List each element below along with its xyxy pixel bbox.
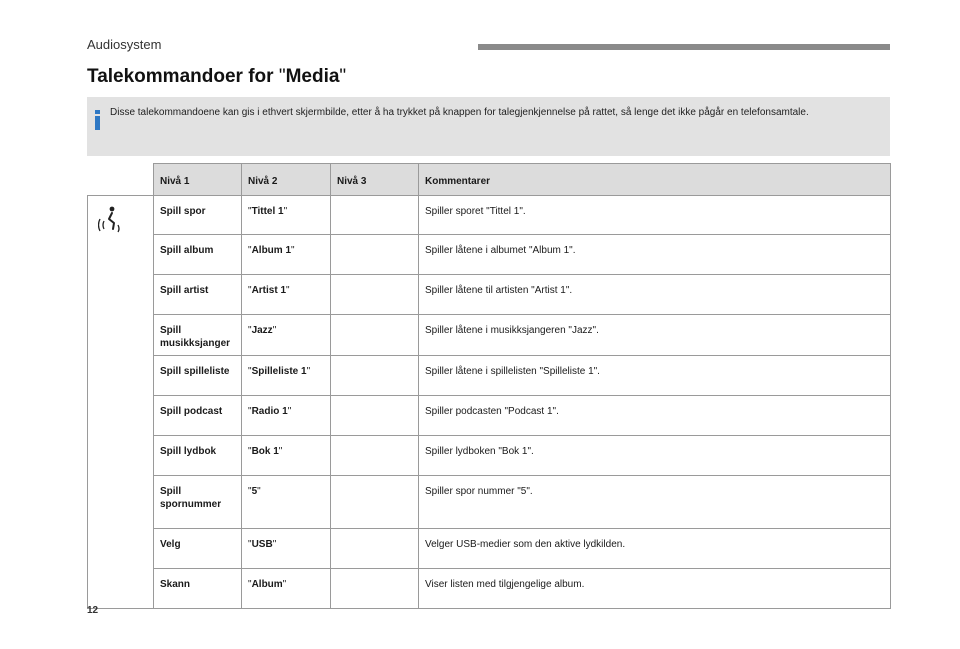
title-quote-open: " <box>278 66 286 87</box>
cell-comment: Spiller låtene i spillelisten "Spilleliste 1". <box>419 356 891 396</box>
header-level-3: Nivå 3 <box>331 164 419 196</box>
cell-level-3 <box>331 476 419 529</box>
voice-command-icon-cell <box>88 196 154 609</box>
voice-command-icon <box>98 205 124 235</box>
cell-comment: Spiller spor nummer "5". <box>419 476 891 529</box>
level-2-value: Tittel 1 <box>251 206 284 217</box>
cell-level-1: Spill lydbok <box>154 436 242 476</box>
cell-level-3 <box>331 356 419 396</box>
level-2-value: Album 1 <box>251 245 292 256</box>
cell-level-2: "USB" <box>242 529 331 569</box>
cell-comment: Spiller podcasten "Podcast 1". <box>419 396 891 436</box>
cell-level-3 <box>331 436 419 476</box>
title-quote-close: " <box>339 66 347 87</box>
page-title <box>87 66 346 88</box>
table-header-row <box>88 164 891 196</box>
header-blank <box>88 164 154 196</box>
level-2-value: Radio 1 <box>251 406 288 417</box>
cell-level-2: "Artist 1" <box>242 275 331 315</box>
page-number: 12 <box>87 605 99 616</box>
info-box <box>87 97 890 156</box>
level-2-value: Jazz <box>251 325 273 336</box>
table-row <box>88 356 891 396</box>
info-text: Disse talekommandoene kan gis i ethvert skjermbilde, etter å ha trykket på knappen for talegjenkjennelse på rattet, så lenge det ikke pågår en telefonsamtale. <box>110 107 809 118</box>
cell-level-1: Spill album <box>154 235 242 275</box>
header-rule <box>478 44 890 50</box>
cell-level-2: "Bok 1" <box>242 436 331 476</box>
info-icon <box>95 110 101 130</box>
cell-level-3 <box>331 315 419 356</box>
cell-level-1: Spill spornummer <box>154 476 242 529</box>
cell-level-2: "Radio 1" <box>242 396 331 436</box>
table-row <box>88 529 891 569</box>
level-2-value: Artist 1 <box>251 285 287 296</box>
cell-comment: Viser listen med tilgjengelige album. <box>419 569 891 609</box>
cell-comment: Spiller lydboken "Bok 1". <box>419 436 891 476</box>
table-body <box>88 196 891 609</box>
cell-level-2: "Jazz" <box>242 315 331 356</box>
title-word: Media <box>285 66 340 87</box>
table-row <box>88 476 891 529</box>
cell-level-3 <box>331 235 419 275</box>
level-2-value: Bok 1 <box>251 446 279 457</box>
table-row <box>88 396 891 436</box>
table-row <box>88 275 891 315</box>
cell-comment: Spiller sporet "Tittel 1". <box>419 196 891 235</box>
table-row <box>88 235 891 275</box>
section-label: Audiosystem <box>87 37 162 52</box>
voice-command-table <box>87 163 891 609</box>
table-row <box>88 436 891 476</box>
cell-comment: Spiller låtene til artisten "Artist 1". <box>419 275 891 315</box>
table-row <box>88 196 891 235</box>
cell-level-3 <box>331 529 419 569</box>
cell-level-1: Spill artist <box>154 275 242 315</box>
level-2-value: Spilleliste 1 <box>251 366 307 377</box>
cell-level-2: "Tittel 1" <box>242 196 331 235</box>
table-row <box>88 569 891 609</box>
cell-level-1: Spill podcast <box>154 396 242 436</box>
level-2-value: USB <box>251 539 273 550</box>
cell-level-1: Spill spilleliste <box>154 356 242 396</box>
level-2-value: 5 <box>251 486 258 497</box>
cell-level-1: Spill spor <box>154 196 242 235</box>
cell-level-3 <box>331 396 419 436</box>
cell-level-3 <box>331 196 419 235</box>
cell-level-3 <box>331 569 419 609</box>
header-level-1: Nivå 1 <box>154 164 242 196</box>
cell-level-1: Spill musikksjanger <box>154 315 242 356</box>
title-prefix: Talekommandoer for <box>87 66 279 87</box>
cell-level-1: Velg <box>154 529 242 569</box>
cell-level-2: "Album 1" <box>242 235 331 275</box>
cell-level-1: Skann <box>154 569 242 609</box>
level-2-value: Album <box>251 579 283 590</box>
cell-level-2: "5" <box>242 476 331 529</box>
header-comments: Kommentarer <box>419 164 891 196</box>
header-level-2: Nivå 2 <box>242 164 331 196</box>
cell-comment: Spiller låtene i albumet "Album 1". <box>419 235 891 275</box>
cell-level-2: "Album" <box>242 569 331 609</box>
cell-level-3 <box>331 275 419 315</box>
cell-comment: Spiller låtene i musikksjangeren "Jazz". <box>419 315 891 356</box>
table-row <box>88 315 891 356</box>
cell-level-2: "Spilleliste 1" <box>242 356 331 396</box>
cell-comment: Velger USB-medier som den aktive lydkilden. <box>419 529 891 569</box>
